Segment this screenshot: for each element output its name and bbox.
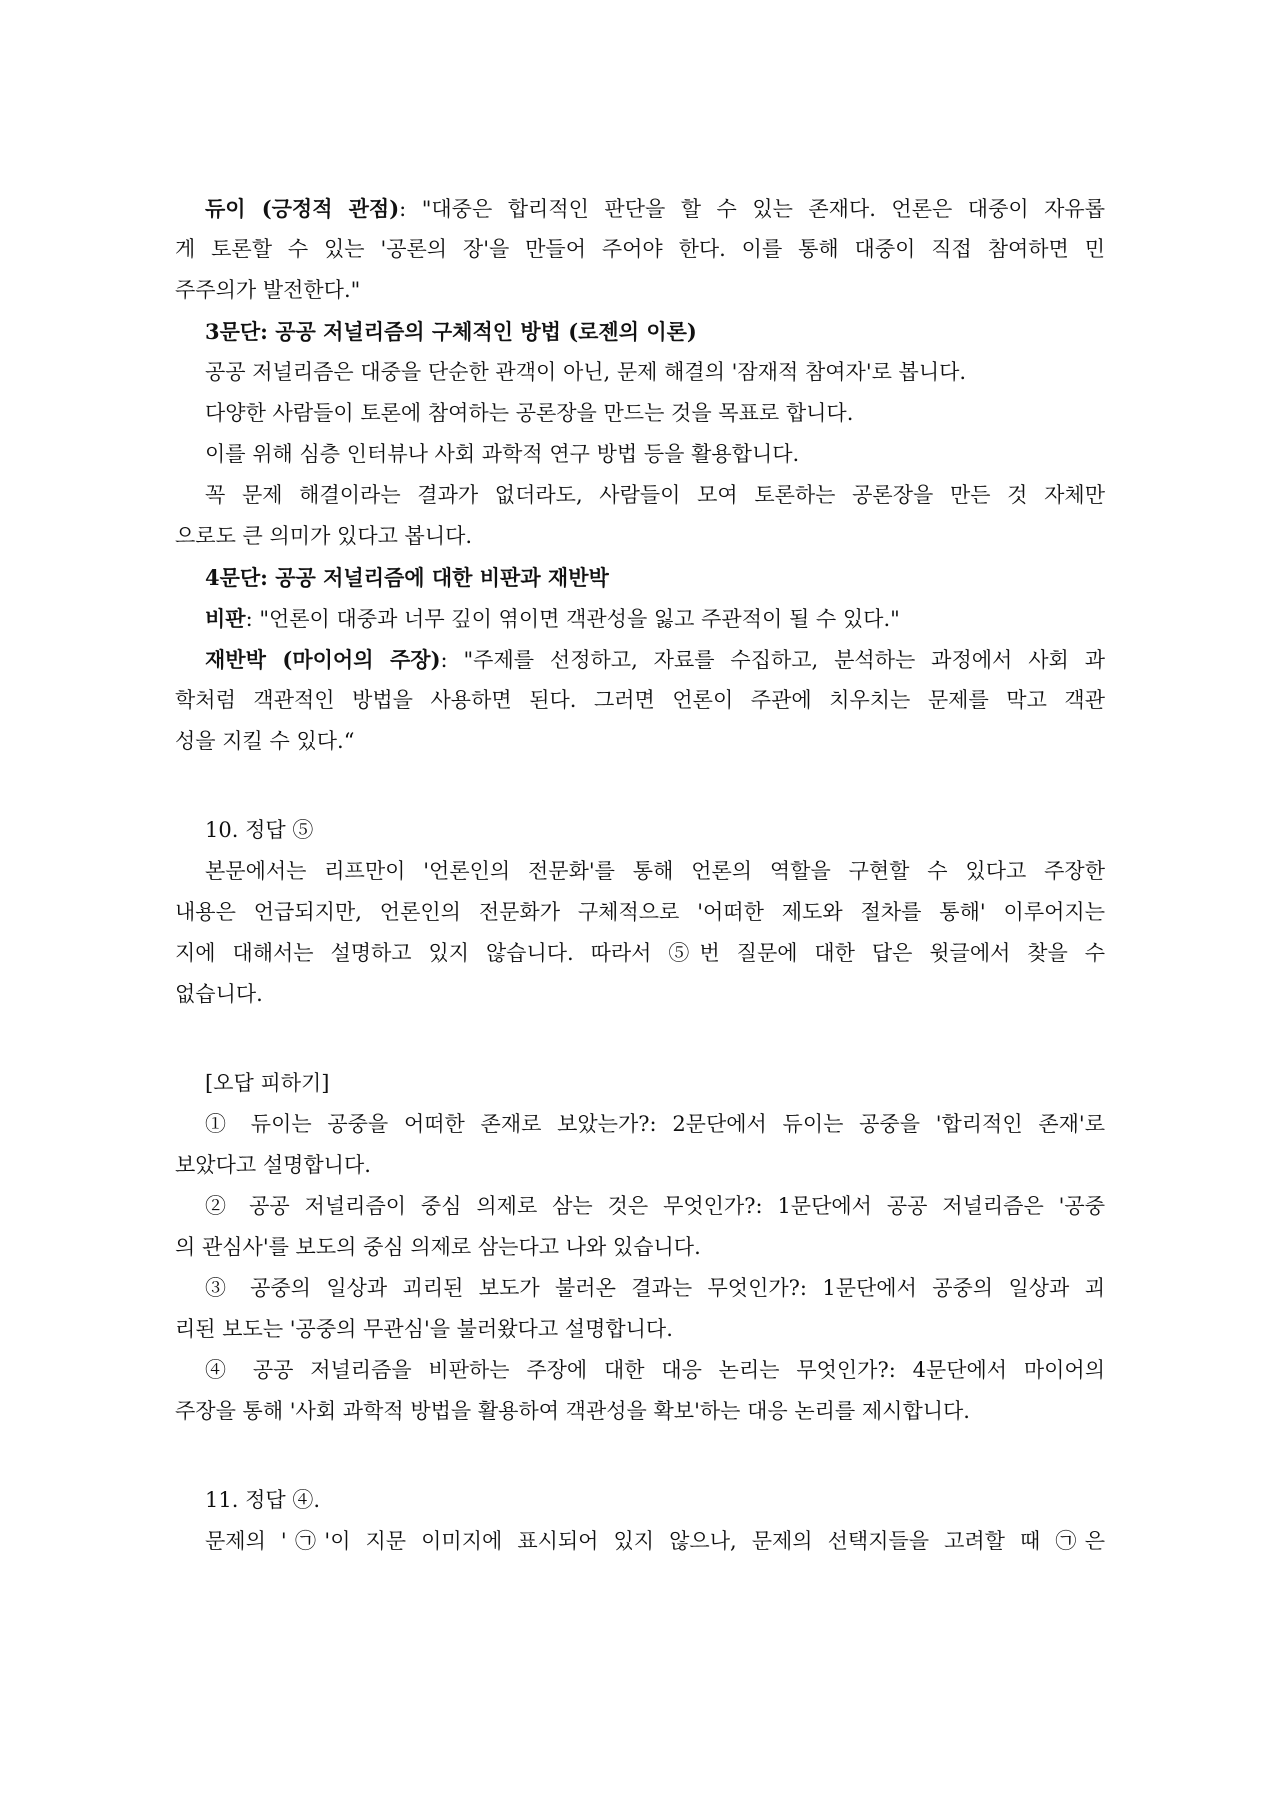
dewey-line-3: 주주의가 발전한다." [175,278,361,302]
avoid-heading: [오답 피하기] [205,1071,330,1095]
spacer [175,1432,1105,1480]
document-body [175,188,1105,1562]
avoid-item-1-line-2: 보았다고 설명합니다. [175,1153,371,1177]
critique-label: 비판 [205,606,246,631]
avoid-item-3-line-1: ③ 공중의 일상과 괴리된 보도가 불러온 결과는 무엇인가?: 1문단에서 공중의 일상과 괴 [205,1276,1105,1300]
para4-heading: 4문단: 공공 저널리즘에 대한 비판과 재반박 [205,565,609,590]
avoid-item-2-line-1: ② 공공 저널리즘이 중심 의제로 삼는 것은 무엇인가?: 1문단에서 공공 저널리즘은 '공중 [205,1194,1105,1218]
dewey-line-1 [175,188,1105,229]
avoid-item-4-line-2: 주장을 통해 '사회 과학적 방법을 활용하여 객관성을 확보'하는 대응 논리를 제시합니다. [175,1399,970,1423]
rebuttal-line-3: 성을 지킬 수 있다.“ [175,729,355,753]
q10-line-2: 내용은 언급되지만, 언론인의 전문화가 구체적으로 '어떠한 제도와 절차를 통해' 이루어지는 [175,900,1105,924]
rebuttal-label: 재반박 (마이어의 주장) [205,647,441,672]
rebuttal-line-1 [175,639,1105,680]
q10-line-1: 본문에서는 리프만이 '언론인의 전문화'를 통해 언론의 역할을 구현할 수 있다고 주장한 [205,859,1105,883]
dewey-line-2: 게 토론할 수 있는 '공론의 장'을 만들어 주어야 한다. 이를 통해 대중이 직접 참여하면 민 [175,237,1105,261]
para3-line-3: 이를 위해 심층 인터뷰나 사회 과학적 연구 방법 등을 활용합니다. [205,442,800,466]
dewey-text: : "대중은 합리적인 판단을 할 수 있는 존재다. 언론은 대중이 자유롭 [399,197,1105,221]
critique-line [175,598,1105,639]
q11-answer: 11. 정답 ④. [205,1488,320,1512]
para3-line-5: 으로도 큰 의미가 있다고 봅니다. [175,524,473,548]
q10-answer: 10. 정답 ⑤ [205,818,314,842]
q10-line-3: 지에 대해서는 설명하고 있지 않습니다. 따라서 ⑤번 질문에 대한 답은 윗글에서 찾을 수 [175,941,1105,965]
avoid-item-4-line-1: ④ 공공 저널리즘을 비판하는 주장에 대한 대응 논리는 무엇인가?: 4문단에서 마이어의 [205,1358,1105,1382]
avoid-item-3-line-2: 리된 보도는 '공중의 무관심'을 불러왔다고 설명합니다. [175,1317,673,1341]
rebuttal-text: : "주제를 선정하고, 자료를 수집하고, 분석하는 과정에서 사회 과 [440,648,1105,672]
para3-line-1: 공공 저널리즘은 대중을 단순한 관객이 아닌, 문제 해결의 '잠재적 참여자'로 봅니다. [205,360,967,384]
spacer [175,1015,1105,1063]
para3-heading: 3문단: 공공 저널리즘의 구체적인 방법 (로젠의 이론) [205,319,697,344]
q10-line-4: 없습니다. [175,982,263,1006]
para3-line-4: 꼭 문제 해결이라는 결과가 없더라도, 사람들이 모여 토론하는 공론장을 만든 것 자체만 [205,483,1105,507]
q11-line-1: 문제의 '㉠'이 지문 이미지에 표시되어 있지 않으나, 문제의 선택지들을 고려할 때 ㉠은 [205,1529,1105,1553]
avoid-item-2-line-2: 의 관심사'를 보도의 중심 의제로 삼는다고 나와 있습니다. [175,1235,701,1259]
dewey-label: 듀이 (긍정적 관점) [205,196,400,221]
para3-line-2: 다양한 사람들이 토론에 참여하는 공론장을 만드는 것을 목표로 합니다. [205,401,854,425]
critique-text: : "언론이 대중과 너무 깊이 엮이면 객관성을 잃고 주관적이 될 수 있다." [245,607,900,631]
spacer [175,762,1105,810]
rebuttal-line-2: 학처럼 객관적인 방법을 사용하면 된다. 그러면 언론이 주관에 치우치는 문제를 막고 객관 [175,688,1105,712]
avoid-item-1-line-1: ① 듀이는 공중을 어떠한 존재로 보았는가?: 2문단에서 듀이는 공중을 '합리적인 존재'로 [205,1112,1105,1136]
